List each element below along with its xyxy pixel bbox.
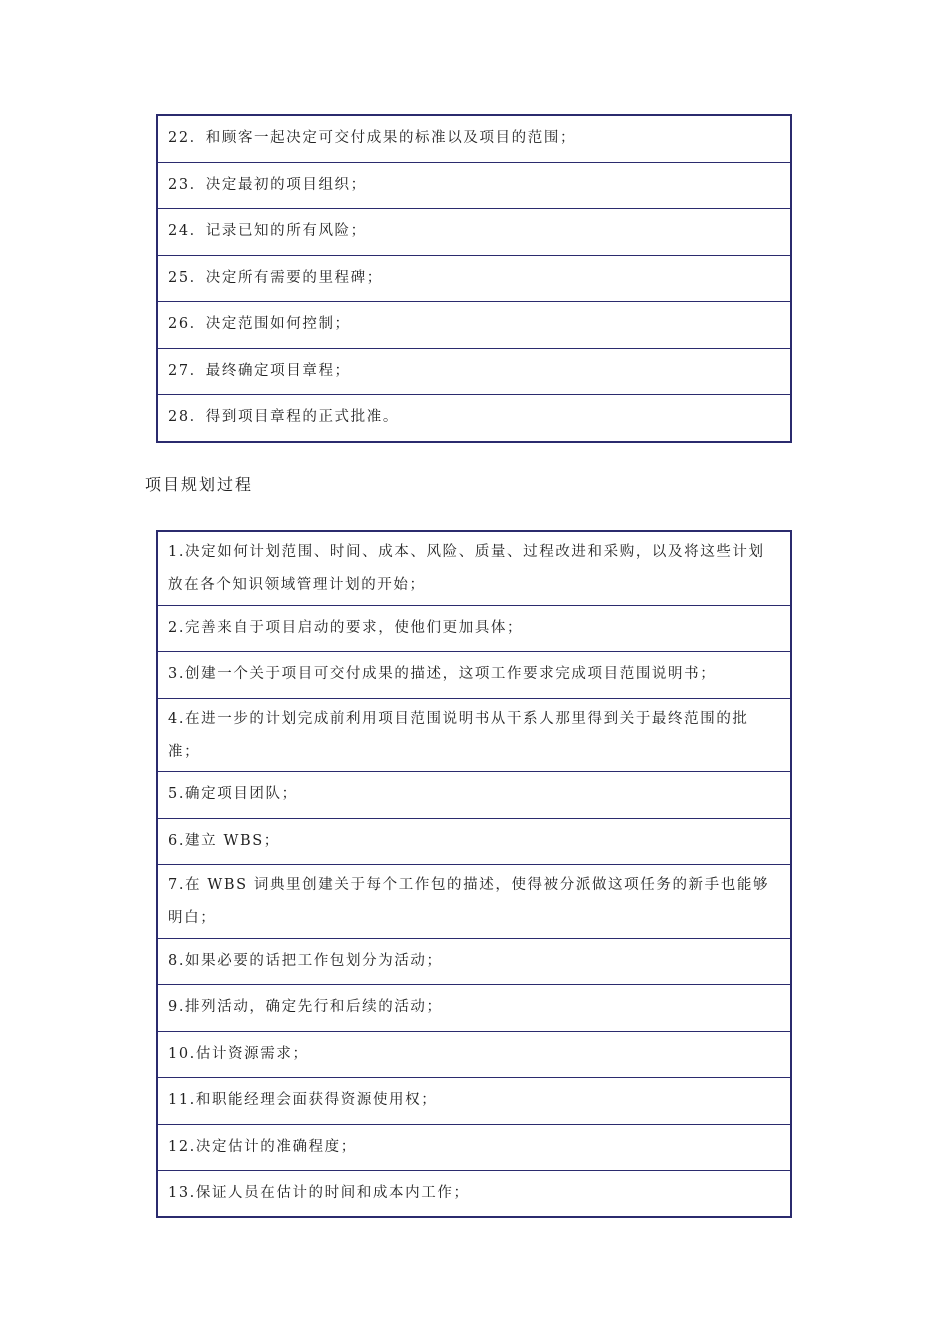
table-row bbox=[158, 1171, 790, 1218]
table-row bbox=[158, 652, 790, 699]
row-text: 3.创建一个关于项目可交付成果的描述，这项工作要求完成项目范围说明书； bbox=[168, 666, 717, 682]
milestones-table bbox=[156, 114, 792, 443]
table-row bbox=[158, 349, 790, 396]
row-text: 6.建立 WBS； bbox=[168, 832, 280, 849]
table-row bbox=[158, 209, 790, 256]
row-text: 9.排列活动，确定先行和后续的活动； bbox=[168, 999, 443, 1015]
table-row bbox=[158, 256, 790, 303]
table-row bbox=[158, 1032, 790, 1079]
row-text: 4.在进一步的计划完成前利用项目范围说明书从干系人那里得到关于最终范围的批准； bbox=[168, 710, 749, 760]
row-text: 12.决定估计的准确程度； bbox=[168, 1138, 357, 1155]
row-text: 13.保证人员在估计的时间和成本内工作； bbox=[168, 1185, 470, 1201]
table-row bbox=[158, 865, 790, 939]
table-row bbox=[158, 699, 790, 773]
table-row bbox=[158, 395, 790, 442]
planning-process-table bbox=[156, 530, 792, 1218]
row-text: 26．决定范围如何控制； bbox=[168, 316, 351, 332]
table-row bbox=[158, 163, 790, 210]
table-row bbox=[158, 985, 790, 1032]
row-text: 22．和顾客一起决定可交付成果的标准以及项目的范围； bbox=[168, 130, 577, 146]
row-text: 5.确定项目团队； bbox=[168, 786, 298, 802]
table-row bbox=[158, 302, 790, 349]
row-text: 2.完善来自于项目启动的要求，使他们更加具体； bbox=[168, 619, 524, 636]
table-row bbox=[158, 606, 790, 653]
row-text: 7.在 WBS 词典里创建关于每个工作包的描述，使得被分派做这项任务的新手也能够明白； bbox=[168, 877, 770, 926]
table-row bbox=[158, 1125, 790, 1172]
row-text: 28．得到项目章程的正式批准。 bbox=[168, 409, 399, 425]
section-heading: 项目规划过程 bbox=[145, 475, 254, 494]
table-row bbox=[158, 116, 790, 163]
row-text: 23．决定最初的项目组织； bbox=[168, 176, 367, 193]
table-row bbox=[158, 1078, 790, 1125]
table-row bbox=[158, 819, 790, 866]
row-text: 27．最终确定项目章程； bbox=[168, 362, 351, 379]
table-row bbox=[158, 772, 790, 819]
row-text: 24．记录已知的所有风险； bbox=[168, 223, 367, 239]
row-text: 11.和职能经理会面获得资源使用权； bbox=[168, 1092, 438, 1108]
row-text: 25．决定所有需要的里程碑； bbox=[168, 269, 383, 286]
table-row bbox=[158, 939, 790, 986]
table-row bbox=[158, 532, 790, 606]
row-text: 10.估计资源需求； bbox=[168, 1045, 309, 1062]
row-text: 8.如果必要的话把工作包划分为活动； bbox=[168, 952, 443, 969]
row-text: 1.决定如何计划范围、时间、成本、风险、质量、过程改进和采购，以及将这些计划放在各个知识领域管理计划的开始； bbox=[168, 544, 765, 593]
